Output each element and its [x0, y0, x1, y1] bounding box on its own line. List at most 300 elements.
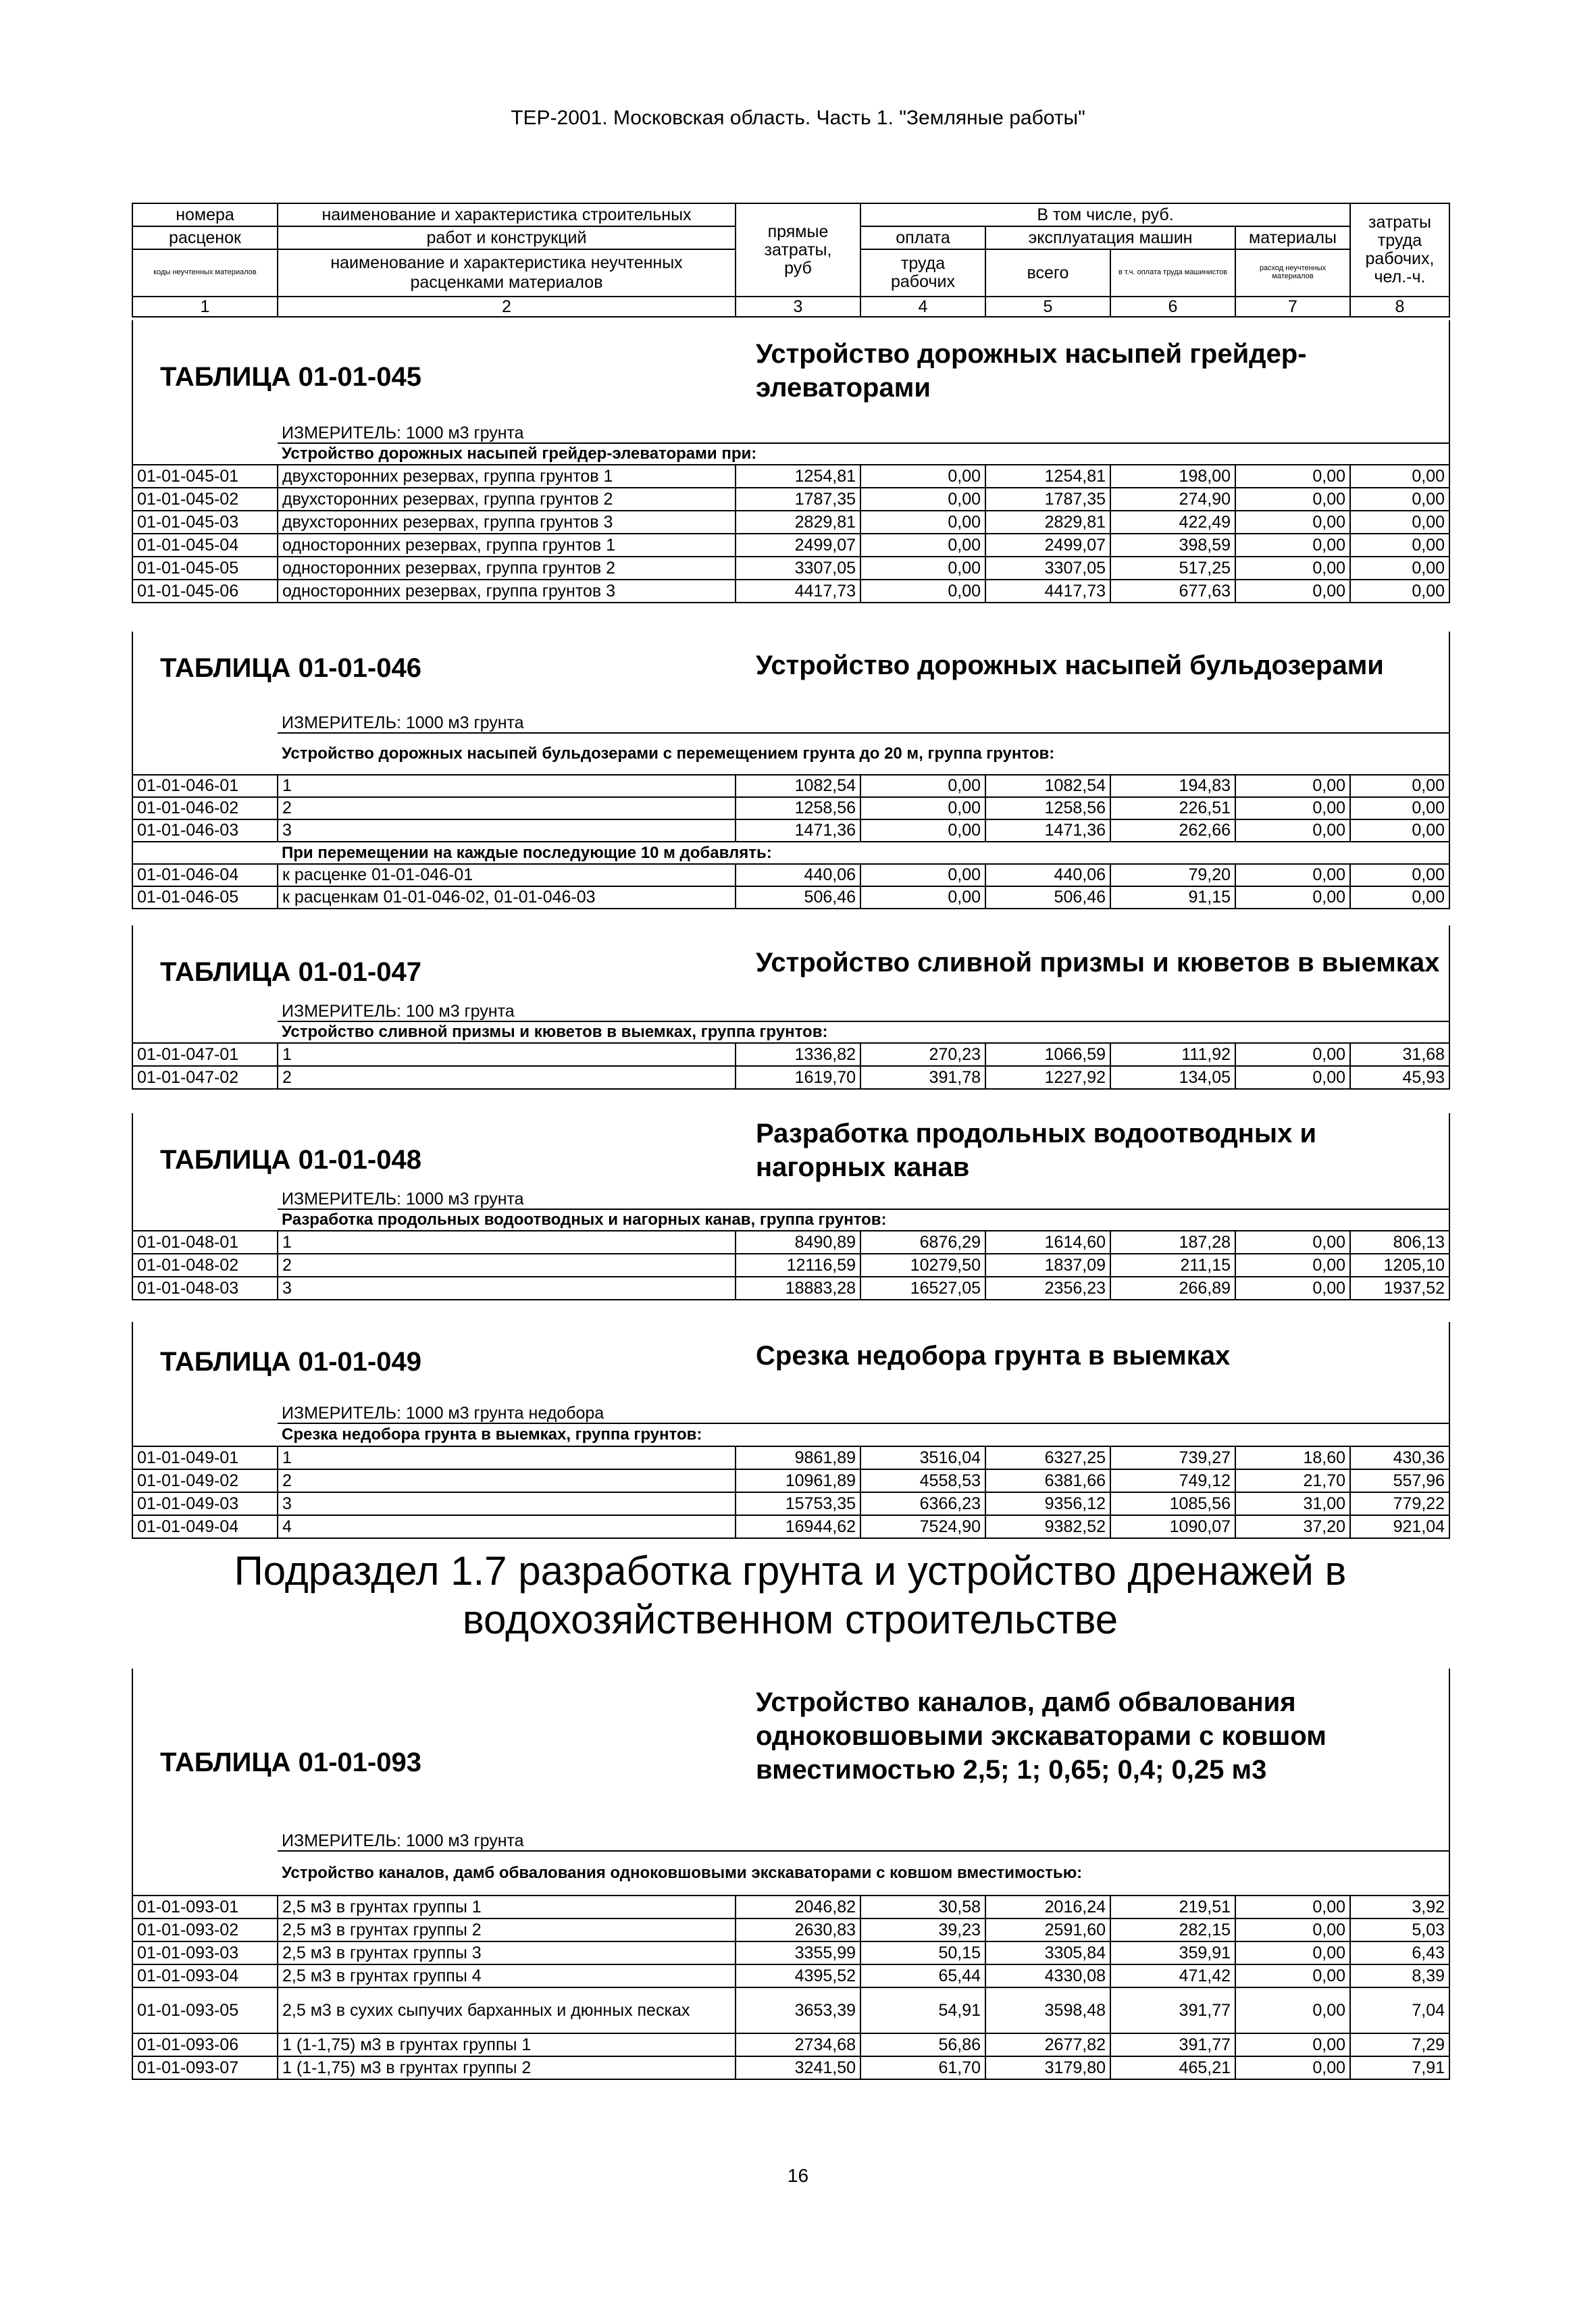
value-c6: 1085,56 — [1110, 1492, 1235, 1515]
measure-unit: ИЗМЕРИТЕЛЬ: 1000 м3 грунта — [278, 1188, 1449, 1209]
rate-name: 2 — [278, 797, 736, 819]
value-c4: 0,00 — [860, 465, 985, 488]
value-c6: 111,92 — [1110, 1043, 1235, 1066]
col4-header-c: рабочих — [891, 272, 955, 291]
table-row — [132, 1446, 1449, 1469]
value-c4: 50,15 — [860, 1941, 985, 1964]
rate-name: 1 — [278, 1043, 736, 1066]
value-c8: 0,00 — [1350, 557, 1449, 580]
table-title: Устройство дорожных насыпей грейдер-элеваторами — [736, 320, 1449, 422]
table-row — [132, 1987, 1449, 2033]
value-c8: 6,43 — [1350, 1941, 1449, 1964]
value-c4: 0,00 — [860, 511, 985, 534]
rate-name: 1 (1-1,75) м3 в грунтах группы 2 — [278, 2056, 736, 2079]
table-row — [132, 2033, 1449, 2056]
table-row — [132, 886, 1449, 909]
value-c7: 0,00 — [1235, 819, 1350, 842]
spacer — [132, 733, 278, 775]
table-label: ТАБЛИЦА 01-01-049 — [132, 1322, 736, 1390]
value-c7: 0,00 — [1235, 511, 1350, 534]
value-c3: 1336,82 — [736, 1043, 860, 1066]
value-c6: 194,83 — [1110, 775, 1235, 797]
value-c8: 7,29 — [1350, 2033, 1449, 2056]
rate-name: 1 — [278, 1231, 736, 1254]
table-row — [132, 1231, 1449, 1254]
value-c7: 0,00 — [1235, 1231, 1350, 1254]
rate-code: 01-01-045-05 — [132, 557, 278, 580]
measure-unit: ИЗМЕРИТЕЛЬ: 1000 м3 грунта недобора — [278, 1390, 1449, 1423]
col-num-5: 5 — [985, 297, 1110, 317]
value-c4: 0,00 — [860, 557, 985, 580]
col2-header: наименование и характеристика строительных — [278, 203, 736, 226]
table-row — [132, 819, 1449, 842]
value-c8: 1937,52 — [1350, 1277, 1449, 1300]
table-row — [132, 580, 1449, 603]
col5-header: всего — [985, 249, 1110, 297]
value-c8: 430,36 — [1350, 1446, 1449, 1469]
value-c7: 0,00 — [1235, 1987, 1350, 2033]
table-row — [132, 1515, 1449, 1538]
value-c3: 9861,89 — [736, 1446, 860, 1469]
value-c7: 0,00 — [1235, 2033, 1350, 2056]
value-c3: 1258,56 — [736, 797, 860, 819]
col-num-1: 1 — [132, 297, 278, 317]
measure-unit: ИЗМЕРИТЕЛЬ: 1000 м3 грунта — [278, 699, 1449, 733]
value-c4: 0,00 — [860, 775, 985, 797]
col3-header-b: затраты, — [764, 240, 832, 259]
col1-header: номера — [132, 203, 278, 226]
value-c4: 0,00 — [860, 864, 985, 886]
value-c6: 134,05 — [1110, 1066, 1235, 1089]
value-c6: 422,49 — [1110, 511, 1235, 534]
col-num-8: 8 — [1350, 297, 1449, 317]
value-c5: 3307,05 — [985, 557, 1110, 580]
table-row — [132, 557, 1449, 580]
table-row — [132, 1043, 1449, 1066]
table-row — [132, 1941, 1449, 1964]
value-c8: 7,91 — [1350, 2056, 1449, 2079]
value-c5: 2591,60 — [985, 1918, 1110, 1941]
col2-header-d: расценками материалов — [410, 273, 603, 292]
table-row — [132, 1896, 1449, 1918]
group-title: Устройство дорожных насыпей грейдер-элеваторами при: — [278, 443, 1449, 465]
value-c3: 8490,89 — [736, 1231, 860, 1254]
value-c4: 270,23 — [860, 1043, 985, 1066]
table-title: Устройство каналов, дамб обвалования одноковшовыми экскаваторами с ковшом вместимостью 2,5; 1; 0,65; 0,4; 0,25 м3 — [736, 1669, 1449, 1804]
spacer — [132, 422, 278, 443]
rate-name: односторонних резервах, группа грунтов 1 — [278, 534, 736, 557]
col-num-3: 3 — [736, 297, 860, 317]
rate-code: 01-01-046-05 — [132, 886, 278, 909]
value-c4: 6876,29 — [860, 1231, 985, 1254]
value-c3: 2829,81 — [736, 511, 860, 534]
value-c3: 4395,52 — [736, 1964, 860, 1987]
rate-table-t049 — [132, 1322, 1450, 1539]
value-c3: 1471,36 — [736, 819, 860, 842]
rate-name: односторонних резервах, группа грунтов 3 — [278, 580, 736, 603]
rate-name: двухсторонних резервах, группа грунтов 1 — [278, 465, 736, 488]
value-c8: 779,22 — [1350, 1492, 1449, 1515]
rate-name: к расценкам 01-01-046-02, 01-01-046-03 — [278, 886, 736, 909]
value-c5: 3179,80 — [985, 2056, 1110, 2079]
spacer — [132, 1021, 278, 1043]
value-c7: 0,00 — [1235, 1254, 1350, 1277]
value-c7: 0,00 — [1235, 488, 1350, 511]
rate-code: 01-01-093-05 — [132, 1987, 278, 2033]
value-c6: 465,21 — [1110, 2056, 1235, 2079]
value-c6: 359,91 — [1110, 1941, 1235, 1964]
spacer — [132, 1423, 278, 1446]
col-num-7: 7 — [1235, 297, 1350, 317]
value-c3: 10961,89 — [736, 1469, 860, 1492]
value-c8: 0,00 — [1350, 864, 1449, 886]
table-row — [132, 511, 1449, 534]
measure-unit: ИЗМЕРИТЕЛЬ: 100 м3 грунта — [278, 1000, 1449, 1021]
col-num-4: 4 — [860, 297, 985, 317]
value-c5: 4417,73 — [985, 580, 1110, 603]
table-label: ТАБЛИЦА 01-01-047 — [132, 925, 736, 1000]
spacer — [132, 699, 278, 733]
table-row — [132, 1918, 1449, 1941]
value-c6: 282,15 — [1110, 1918, 1235, 1941]
value-c8: 0,00 — [1350, 465, 1449, 488]
rate-code: 01-01-048-03 — [132, 1277, 278, 1300]
value-c3: 3355,99 — [736, 1941, 860, 1964]
value-c5: 9356,12 — [985, 1492, 1110, 1515]
value-c6: 198,00 — [1110, 465, 1235, 488]
value-c5: 1082,54 — [985, 775, 1110, 797]
spacer — [132, 1804, 278, 1851]
value-c8: 31,68 — [1350, 1043, 1449, 1066]
group-title: Разработка продольных водоотводных и нагорных канав, группа грунтов: — [278, 1209, 1449, 1231]
value-c5: 1254,81 — [985, 465, 1110, 488]
value-c4: 0,00 — [860, 797, 985, 819]
value-c5: 3305,84 — [985, 1941, 1110, 1964]
spacer — [132, 1209, 278, 1231]
value-c4: 7524,90 — [860, 1515, 985, 1538]
col-num-6: 6 — [1110, 297, 1235, 317]
value-c5: 1258,56 — [985, 797, 1110, 819]
value-c8: 0,00 — [1350, 488, 1449, 511]
group-title: Срезка недобора грунта в выемках, группа грунтов: — [278, 1423, 1449, 1446]
rate-table-t045 — [132, 320, 1450, 603]
page-number: 16 — [787, 2165, 809, 2186]
value-c5: 2016,24 — [985, 1896, 1110, 1918]
page-header: ТЕР-2001. Московская область. Часть 1. "Земляные работы" — [511, 107, 1085, 129]
table-title: Разработка продольных водоотводных и нагорных канав — [736, 1113, 1449, 1188]
col8-header-a: затраты — [1368, 213, 1431, 232]
value-c6: 398,59 — [1110, 534, 1235, 557]
value-c4: 10279,50 — [860, 1254, 985, 1277]
value-c5: 440,06 — [985, 864, 1110, 886]
value-c5: 2499,07 — [985, 534, 1110, 557]
value-c7: 0,00 — [1235, 2056, 1350, 2079]
col8-header-b: труда — [1377, 231, 1422, 250]
table-row — [132, 1469, 1449, 1492]
value-c5: 6381,66 — [985, 1469, 1110, 1492]
rate-name: 2,5 м3 в грунтах группы 4 — [278, 1964, 736, 1987]
rate-name: 3 — [278, 1492, 736, 1515]
value-c4: 54,91 — [860, 1987, 985, 2033]
value-c7: 37,20 — [1235, 1515, 1350, 1538]
value-c6: 471,42 — [1110, 1964, 1235, 1987]
rate-name: 1 — [278, 775, 736, 797]
value-c8: 921,04 — [1350, 1515, 1449, 1538]
value-c8: 8,39 — [1350, 1964, 1449, 1987]
value-c6: 1090,07 — [1110, 1515, 1235, 1538]
rate-code: 01-01-046-02 — [132, 797, 278, 819]
value-c8: 0,00 — [1350, 819, 1449, 842]
rate-name: односторонних резервах, группа грунтов 2 — [278, 557, 736, 580]
value-c7: 0,00 — [1235, 534, 1350, 557]
value-c7: 0,00 — [1235, 465, 1350, 488]
value-c6: 749,12 — [1110, 1469, 1235, 1492]
rate-code: 01-01-049-04 — [132, 1515, 278, 1538]
value-c3: 1787,35 — [736, 488, 860, 511]
table-row — [132, 488, 1449, 511]
value-c4: 16527,05 — [860, 1277, 985, 1300]
table-row — [132, 1277, 1449, 1300]
spacer — [132, 842, 278, 864]
value-c7: 31,00 — [1235, 1492, 1350, 1515]
rate-code: 01-01-093-04 — [132, 1964, 278, 1987]
value-c4: 39,23 — [860, 1918, 985, 1941]
value-c6: 262,66 — [1110, 819, 1235, 842]
value-c3: 1254,81 — [736, 465, 860, 488]
value-c4: 65,44 — [860, 1964, 985, 1987]
spacer — [132, 1188, 278, 1209]
col8-header-c: рабочих, — [1365, 249, 1435, 268]
group-title: Устройство сливной призмы и кюветов в выемках, группа грунтов: — [278, 1021, 1449, 1043]
rate-code: 01-01-046-03 — [132, 819, 278, 842]
value-c4: 30,58 — [860, 1896, 985, 1918]
rate-code: 01-01-093-02 — [132, 1918, 278, 1941]
value-c5: 6327,25 — [985, 1446, 1110, 1469]
spacer — [132, 1000, 278, 1021]
col2-header-b: работ и конструкций — [278, 226, 736, 249]
col7-header-b: расход неучтенных материалов — [1235, 249, 1350, 297]
value-c3: 440,06 — [736, 864, 860, 886]
group-title: Устройство каналов, дамб обвалования одноковшовыми экскаваторами с ковшом вместимостью: — [278, 1851, 1449, 1896]
value-c8: 45,93 — [1350, 1066, 1449, 1089]
rate-code: 01-01-048-01 — [132, 1231, 278, 1254]
value-c7: 0,00 — [1235, 864, 1350, 886]
col3-header-c: руб — [784, 258, 812, 278]
table-title: Срезка недобора грунта в выемках — [736, 1322, 1449, 1390]
value-c4: 56,86 — [860, 2033, 985, 2056]
table-label: ТАБЛИЦА 01-01-046 — [132, 632, 736, 699]
measure-unit: ИЗМЕРИТЕЛЬ: 1000 м3 грунта — [278, 1804, 1449, 1851]
table-label: ТАБЛИЦА 01-01-048 — [132, 1113, 736, 1188]
table-row — [132, 465, 1449, 488]
group-title-2: При перемещении на каждые последующие 10 м добавлять: — [278, 842, 1449, 864]
value-c7: 0,00 — [1235, 557, 1350, 580]
spacer — [132, 1390, 278, 1423]
machines-header: эксплуатация машин — [985, 226, 1235, 249]
value-c8: 0,00 — [1350, 797, 1449, 819]
col6-header: в т.ч. оплата труда машинистов — [1110, 249, 1235, 297]
rate-name: 2 — [278, 1254, 736, 1277]
rate-name: двухсторонних резервах, группа грунтов 2 — [278, 488, 736, 511]
value-c3: 2046,82 — [736, 1896, 860, 1918]
value-c6: 739,27 — [1110, 1446, 1235, 1469]
col2-header-c: наименование и характеристика неучтенных — [330, 253, 683, 273]
value-c5: 4330,08 — [985, 1964, 1110, 1987]
table-title: Устройство дорожных насыпей бульдозерами — [736, 632, 1449, 699]
value-c4: 0,00 — [860, 534, 985, 557]
value-c4: 6366,23 — [860, 1492, 985, 1515]
value-c5: 506,46 — [985, 886, 1110, 909]
rate-code: 01-01-047-01 — [132, 1043, 278, 1066]
value-c4: 0,00 — [860, 819, 985, 842]
value-c6: 219,51 — [1110, 1896, 1235, 1918]
value-c8: 0,00 — [1350, 534, 1449, 557]
table-row — [132, 534, 1449, 557]
value-c5: 1066,59 — [985, 1043, 1110, 1066]
value-c5: 1614,60 — [985, 1231, 1110, 1254]
rate-code: 01-01-046-01 — [132, 775, 278, 797]
col1-header-b: расценок — [132, 226, 278, 249]
rate-code: 01-01-093-06 — [132, 2033, 278, 2056]
value-c4: 4558,53 — [860, 1469, 985, 1492]
value-c3: 4417,73 — [736, 580, 860, 603]
value-c5: 1471,36 — [985, 819, 1110, 842]
rate-code: 01-01-093-07 — [132, 2056, 278, 2079]
rate-code: 01-01-049-03 — [132, 1492, 278, 1515]
rate-name: 2,5 м3 в грунтах группы 2 — [278, 1918, 736, 1941]
value-c3: 18883,28 — [736, 1277, 860, 1300]
value-c7: 0,00 — [1235, 797, 1350, 819]
value-c8: 0,00 — [1350, 511, 1449, 534]
table-label: ТАБЛИЦА 01-01-093 — [132, 1669, 736, 1804]
value-c5: 1837,09 — [985, 1254, 1110, 1277]
rate-name: 2,5 м3 в грунтах группы 1 — [278, 1896, 736, 1918]
rate-code: 01-01-049-02 — [132, 1469, 278, 1492]
value-c3: 15753,35 — [736, 1492, 860, 1515]
table-row — [132, 1066, 1449, 1089]
value-c4: 0,00 — [860, 488, 985, 511]
value-c6: 91,15 — [1110, 886, 1235, 909]
spacer — [132, 443, 278, 465]
table-row — [132, 2056, 1449, 2079]
rate-name: к расценке 01-01-046-01 — [278, 864, 736, 886]
value-c7: 0,00 — [1235, 1918, 1350, 1941]
value-c6: 187,28 — [1110, 1231, 1235, 1254]
value-c7: 0,00 — [1235, 775, 1350, 797]
rate-name: двухсторонних резервах, группа грунтов 3 — [278, 511, 736, 534]
value-c6: 517,25 — [1110, 557, 1235, 580]
value-c7: 0,00 — [1235, 580, 1350, 603]
rate-name: 4 — [278, 1515, 736, 1538]
value-c3: 2499,07 — [736, 534, 860, 557]
table-row — [132, 1964, 1449, 1987]
value-c5: 2829,81 — [985, 511, 1110, 534]
rate-name: 3 — [278, 819, 736, 842]
value-c5: 9382,52 — [985, 1515, 1110, 1538]
rate-code: 01-01-045-04 — [132, 534, 278, 557]
rate-name: 1 (1-1,75) м3 в грунтах группы 1 — [278, 2033, 736, 2056]
value-c7: 0,00 — [1235, 1896, 1350, 1918]
subsection-title: Подраздел 1.7 разработка грунта и устройство дренажей в водохозяйственном строительстве — [234, 1548, 1347, 1642]
rate-table-t093 — [132, 1669, 1450, 2080]
rate-name: 2,5 м3 в сухих сыпучих барханных и дюнных песках — [278, 1987, 736, 2033]
col7-header-a: материалы — [1235, 226, 1350, 249]
value-c8: 0,00 — [1350, 580, 1449, 603]
column-header — [132, 203, 1450, 317]
rate-name: 2,5 м3 в грунтах группы 3 — [278, 1941, 736, 1964]
rate-table-t048 — [132, 1113, 1450, 1300]
value-c7: 0,00 — [1235, 1277, 1350, 1300]
rate-code: 01-01-048-02 — [132, 1254, 278, 1277]
value-c4: 3516,04 — [860, 1446, 985, 1469]
value-c8: 7,04 — [1350, 1987, 1449, 2033]
rate-code: 01-01-045-03 — [132, 511, 278, 534]
rate-code: 01-01-047-02 — [132, 1066, 278, 1089]
value-c5: 2677,82 — [985, 2033, 1110, 2056]
value-c5: 2356,23 — [985, 1277, 1110, 1300]
table-title: Устройство сливной призмы и кюветов в выемках — [736, 925, 1449, 1000]
rate-name: 3 — [278, 1277, 736, 1300]
value-c5: 1227,92 — [985, 1066, 1110, 1089]
rate-table-t046 — [132, 632, 1450, 909]
rate-code: 01-01-045-02 — [132, 488, 278, 511]
rate-name: 2 — [278, 1066, 736, 1089]
value-c6: 226,51 — [1110, 797, 1235, 819]
measure-unit: ИЗМЕРИТЕЛЬ: 1000 м3 грунта — [278, 422, 1449, 443]
value-c8: 557,96 — [1350, 1469, 1449, 1492]
group-title: Устройство дорожных насыпей бульдозерами с перемещением грунта до 20 м, группа грунтов: — [278, 733, 1449, 775]
value-c3: 1619,70 — [736, 1066, 860, 1089]
value-c7: 0,00 — [1235, 1941, 1350, 1964]
rate-table-t047 — [132, 925, 1450, 1090]
spacer — [132, 1851, 278, 1896]
col4-header-a: оплата — [860, 226, 985, 249]
value-c8: 806,13 — [1350, 1231, 1449, 1254]
rate-code: 01-01-093-01 — [132, 1896, 278, 1918]
rate-name: 1 — [278, 1446, 736, 1469]
value-c4: 61,70 — [860, 2056, 985, 2079]
col8-header-d: чел.-ч. — [1374, 268, 1426, 286]
value-c5: 3598,48 — [985, 1987, 1110, 2033]
col3-header-a: прямые — [767, 222, 829, 241]
value-c7: 18,60 — [1235, 1446, 1350, 1469]
value-c4: 0,00 — [860, 886, 985, 909]
value-c4: 391,78 — [860, 1066, 985, 1089]
table-row — [132, 797, 1449, 819]
value-c4: 0,00 — [860, 580, 985, 603]
value-c8: 5,03 — [1350, 1918, 1449, 1941]
col1-header-c: коды неучтенных материалов — [132, 249, 278, 297]
rate-name: 2 — [278, 1469, 736, 1492]
col-num-2: 2 — [278, 297, 736, 317]
table-row — [132, 1492, 1449, 1515]
value-c8: 0,00 — [1350, 775, 1449, 797]
value-c6: 274,90 — [1110, 488, 1235, 511]
value-c3: 16944,62 — [736, 1515, 860, 1538]
value-c6: 391,77 — [1110, 1987, 1235, 2033]
value-c6: 79,20 — [1110, 864, 1235, 886]
value-c8: 1205,10 — [1350, 1254, 1449, 1277]
rate-code: 01-01-045-06 — [132, 580, 278, 603]
value-c6: 391,77 — [1110, 2033, 1235, 2056]
value-c3: 506,46 — [736, 886, 860, 909]
table-row — [132, 864, 1449, 886]
table-row — [132, 1254, 1449, 1277]
value-c3: 2630,83 — [736, 1918, 860, 1941]
rate-code: 01-01-093-03 — [132, 1941, 278, 1964]
value-c7: 0,00 — [1235, 1066, 1350, 1089]
value-c8: 0,00 — [1350, 886, 1449, 909]
